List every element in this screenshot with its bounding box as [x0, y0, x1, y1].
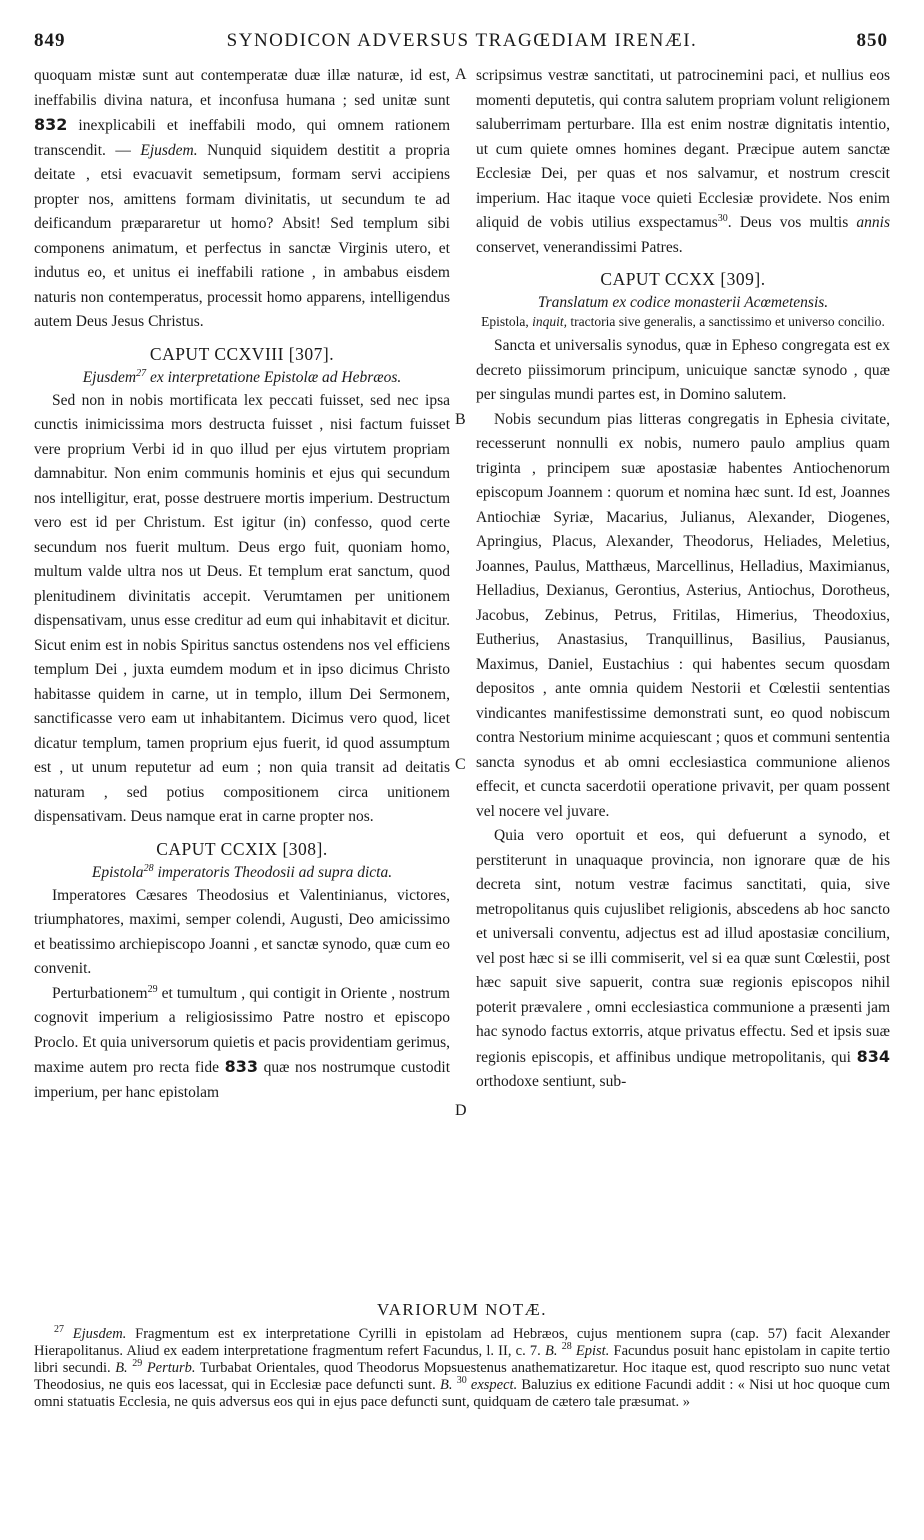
- column-number: 834: [856, 1046, 890, 1066]
- paragraph: Sed non in nobis mortificata lex peccati fuisset, sed nec ipsa cunctis inimicissima mors destructa fuisset , nisi factum fuisset vere proprium Verbi id in quo illud per ejus virtutem propriam damnabitur. Non enim communis hominis et ejus qui secundum nos intelligitur, erat, posse destruere mortis imperium. Destructum vero est id per Christum. Est igitur (in) confesso, quod certe secundum nos fuerit multum. Deus ergo fuit, quoniam homo, multum valde ultra nos ut Deus. Et templum erat sanctum, quod plenitudinem divinitatis accepit. Verumtamen per unitionem dispensativam, unus esse creditur ad eum qui inhabitavit et dicitur. Sicut enim est in nobis Spiritus sanctus ostendens nos vel efficiens templum Dei , juxta eumdem modum et in ipso dicimus Christo habitasse quidem in carne, ut in templo, illum Dei Sermonem, sanctificasse vero eam ut inhabitantem. Dicimus vero quod, licet dicatur templum, tamen proprium ejus fuerit, id quod assumptum est , ut unum reputetur ad eum ; non quia transit ad deitatis naturam , sed potius compositionem circa unitionem dispensativam. Deus namque erat in carne propter nos.: [34, 391, 450, 825]
- footnote-ref: 27: [136, 367, 147, 379]
- margin-letter-a: A: [455, 66, 467, 83]
- chapter-subtitle: Ejusdem$^{27}$ ex interpretatione Epistolæ ad Hebræos.: [82, 367, 402, 386]
- paragraph: Nobis secundum pias litteras congregatis in Ephesia civitate, recesserunt nonnulli ex nobis, numero paulo amplius quam triginta , principem suæ apostasiæ habentes Antiochenorum episcopum Joannem : quorum et nomina hæc sunt. Id est, Joannes Antiochiæ Syriæ, Macarius, Julianus, Alexander, Diogenes, Apringius, Placus, Alexander, Theodorus, Heliades, Meletius, Joannes, Paulus, Matthæus, Marcellinus, Helladius, Maximianus, Helladius, Dexianus, Gerontius, Asterius, Antiochus, Dorotheus, Jacobus, Zebinus, Petrus, Fritilas, Himerius, Theodoxius, Eutherius, Anastasius, Tranquillinus, Basilius, Pausianus, Maximus, Daniel, Eustachius : qui habentes secum quosdam depositos , ante omnia quidem Nestorii et Cœlestii sententias vindicantes manifestissime demonstrati sunt, eo quod nobiscum contra Nestorium minime acquiescant ; quos et communi sententia sancta synodus et ab omni ecclesiastica communione alienos effecit, et cuncta sacerdotii operatione privavit, per quam possent vel nocere vel juvare.: [476, 410, 890, 820]
- margin-letter-d: D: [455, 1102, 467, 1119]
- column-number: 833: [224, 1057, 259, 1076]
- notes-title: VARIORUM NOTÆ.: [377, 1300, 547, 1319]
- footnotes: [34, 1326, 890, 1411]
- margin-letter-c: C: [455, 756, 466, 773]
- paragraph: quoquam mistæ sunt aut contemperatæ duæ illæ naturæ, id est, ineffabilis divina natura, et inconfusa humana ; sed unitæ sunt 832 inexplicabili et ineffabili modo, qui omnem rationem transcendit. — Ejusdem. Nunquid siquidem destitit a propria deitate , etsi evacuavit semetipsum, formam servi accipiens propter nos, amittens formam divinitatis, ut secundum te ad deificandum præpararetur ut homo? Absit! Sed templum sibi componens animatum, et perfectus in sanctæ Virginis utero, et indutus eo, et unitus ei ineffabili ratione , in ambabus eisdem naturis non contemperatus, processit homo apparens, intelligendus autem Deus Jesus Christus.: [34, 67, 451, 330]
- right-column: [476, 64, 890, 1095]
- page-number-left: 849: [34, 30, 66, 51]
- footnote-ref: 28: [143, 862, 154, 874]
- paragraph: Sancta et universalis synodus, quæ in Epheso congregata est ex decreto piissimorum principum, unicuique sanctæ synodo , quæ per singulas mundi partes est, in Domino salutem.: [476, 337, 890, 403]
- chapter-subtitle: Translatum ex codice monasterii Acœmetensis.: [537, 294, 829, 311]
- paragraph: scripsimus vestræ sanctitati, ut patrocinemini paci, et nullius eos momenti deputetis, qui contra salutem propriam volunt religionem saluberrimam perturbare. Illa est enim nostræ dignitatis intentio, ut cum quiete omnes homines degant. Præcipue autem sanctæ Ecclesiæ Dei, per quas et nos salvamur, et nostrum crescit imperium. Hac itaque voce quieti Ecclesiæ providete. Nos enim aliquid de vobis utilius exspectamus$^{30}$. Deus vos multis annis conservet, venerandissimi Patres.: [476, 67, 890, 256]
- paragraph: Perturbationem$^{29}$ et tumultum , qui contigit in Oriente , nostrum cognovit imperium a religiosissimo Patre nostro et episcopo Proclo. Et quia universorum quietis et pacis providentiam gerimus, maxime autem pro recta fide 833 quæ nos nostrumque custodit imperium, per hanc epistolam: [34, 983, 451, 1101]
- page-number-right: 850: [856, 30, 888, 51]
- chapter-heading: CAPUT CCXIX [308].: [156, 838, 328, 859]
- running-title: SYNODICON ADVERSUS TRAGŒDIAM IRENÆI.: [226, 30, 698, 51]
- page-header: [30, 24, 894, 58]
- chapter-subtitle-note: Epistola, inquit, tractoria sive generalis, a sanctissimo et universo concilio.: [481, 314, 885, 329]
- chapter-heading: CAPUT CCXVIII [307].: [149, 343, 335, 364]
- footnote-ref: 30: [717, 212, 728, 224]
- left-column: [34, 64, 450, 1105]
- chapter-subtitle: Epistola$^{28}$ imperatoris Theodosii ad supra dicta.: [91, 862, 393, 881]
- column-number: 832: [34, 115, 68, 134]
- paragraph: Imperatores Cæsares Theodosius et Valentinianus, victores, triumphatores, maximi, semper colendi, Augusti, Deo amicissimo et beatissimo archiepiscopo Joanni , et sanctæ synodo, quæ cum eo convenit.: [34, 886, 450, 977]
- margin-letter-b: B: [455, 411, 466, 428]
- paragraph: Quia vero oportuit et eos, qui defuerunt a synodo, et perstiterunt in unaquaque provincia, non ignorare quæ de his decreta sint, notum vestræ facimus sanctitati, quia, sive metropolitanus quis cujuslibet religionis, abscedens ab hoc sancto et universali conventu, adjectus est ad illud apostasiæ concilium, vel post hæc si se illi commiserit, vel si ea quæ sunt Cœlestii, post hæc sapuit sive sapuerit, contra suæ regionis episcopos nihil poterit prævalere , omni ecclesiastica communione a præsenti jam hac synodo factus extorris, atque privatus effectu. Sed et ipsis suæ regionis episcopis, et affinibus undique metropolitanis, qui 834 orthodoxe sentiunt, sub-: [476, 827, 890, 1090]
- chapter-heading: CAPUT CCXX [309].: [600, 269, 766, 289]
- footnote-ref: 29: [147, 983, 158, 995]
- footnote: $^{27}$ Ejusdem. Fragmentum est ex interpretatione Cyrilli in epistolam ad Hebræos, cujus mentionem supra (cap. 57) facit Alexander Hierapolitanus. Aliud ex eadem interpretatione fragmentum refert Facundus, l. II, c. 7. B. $^{28}$ Epist. Facundus posuit hanc epistolam in capite tertio libri secundi. B. $^{29}$ Perturb. Turbabat Orientales, quod Theodorus Mopsuestenus anathematizaretur. Hoc itaque est, quod rescripto suo nunc vetat Theodosius, ne quis eos lacessat, qui in Ecclesiæ pace defuncti sunt. B. $^{30}$ exspect. Baluzius ex editione Facundi addit : « Nisi ut hoc quoque cum omni statuatis Ecclesia, ne quis adversus eos qui in ejus pace defuncti sunt, quidquam de cætero tale præsumat. »: [34, 1324, 891, 1410]
